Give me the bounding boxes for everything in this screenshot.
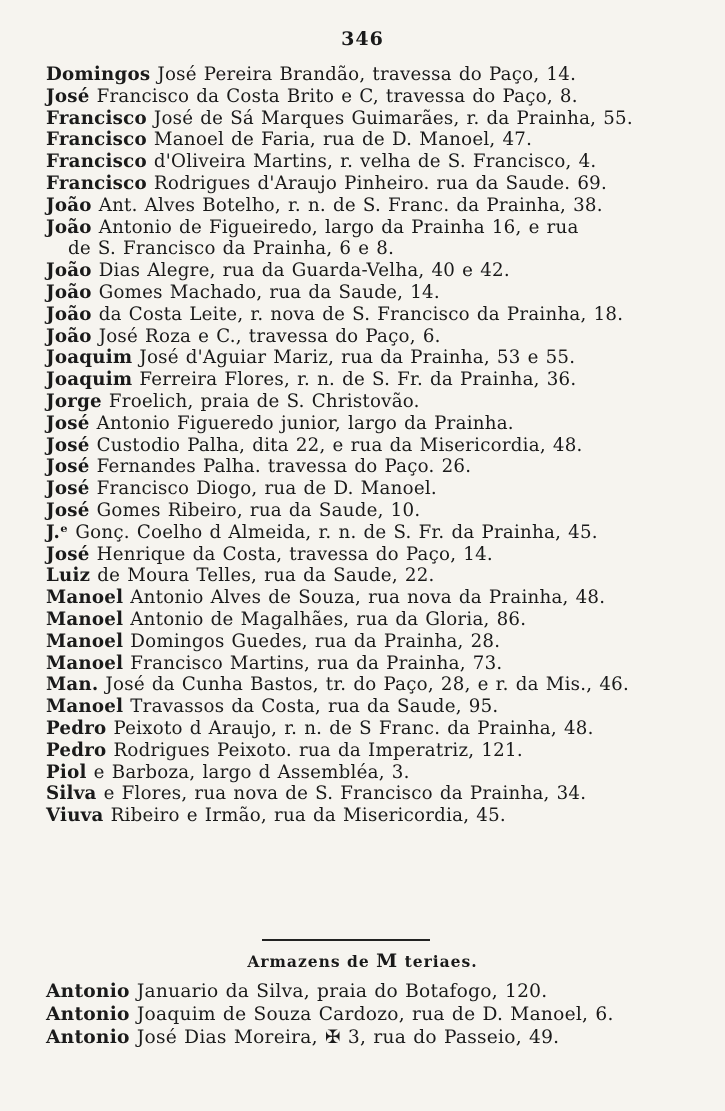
entry-text: Francisco Diogo, rua de D. Manoel. bbox=[89, 478, 437, 500]
entry-first-word: Antonio bbox=[46, 1004, 130, 1025]
entry-text: Antonio de Figueiredo, largo da Prainha 16, e rua bbox=[91, 216, 579, 238]
entry-first-word: José bbox=[46, 412, 90, 434]
entry-text: Antonio Figueredo junior, largo da Prainha. bbox=[89, 412, 514, 434]
entry-text: Henrique da Costa, travessa do Paço, 14. bbox=[89, 543, 493, 565]
entry-first-word: João bbox=[46, 260, 92, 282]
entry-text: José da Cunha Bastos, tr. do Paço, 28, e r. da Mis., 46. bbox=[98, 674, 629, 696]
entry-text: Gomes Machado, rua da Saude, 14. bbox=[91, 281, 440, 303]
entry-first-word: Joaquim bbox=[46, 347, 133, 369]
entry-first-word: Manoel bbox=[46, 587, 124, 609]
entry-first-word: Antonio bbox=[46, 1027, 130, 1048]
entry-text: d'Oliveira Martins, r. velha de S. Francisco, 4. bbox=[146, 151, 597, 173]
section-list bbox=[46, 980, 706, 1049]
entry-text: Ant. Alves Botelho, r. n. de S. Franc. da Prainha, 38. bbox=[91, 194, 603, 216]
entry-text: Francisco Martins, rua da Prainha, 73. bbox=[123, 652, 503, 674]
entry-text: de Moura Telles, rua da Saude, 22. bbox=[90, 565, 435, 587]
entry-text: Manoel de Faria, rua de D. Manoel, 47. bbox=[146, 129, 533, 151]
entry-first-word: Viuva bbox=[46, 805, 104, 827]
entry-text: e Flores, rua nova de S. Francisco da Prainha, 34. bbox=[96, 783, 587, 805]
directory-entry bbox=[46, 238, 706, 260]
directory-entry bbox=[46, 369, 706, 391]
entry-text: José d'Aguiar Mariz, rua da Prainha, 53 e 55. bbox=[132, 347, 576, 369]
directory-entry bbox=[46, 653, 706, 675]
entry-first-word: José bbox=[46, 85, 90, 107]
section-heading-initial: M bbox=[376, 950, 399, 972]
entry-text: Francisco da Costa Brito e C, travessa do Paço, 8. bbox=[89, 85, 578, 107]
directory-entry bbox=[46, 456, 706, 478]
entry-first-word: Francisco bbox=[46, 172, 147, 194]
entry-first-word: Piol bbox=[46, 761, 87, 783]
section-divider bbox=[262, 939, 430, 941]
entry-text: e Barboza, largo d Assembléa, 3. bbox=[86, 761, 410, 783]
entry-first-word: Manoel bbox=[46, 696, 124, 718]
directory-entry bbox=[46, 86, 706, 108]
directory-entry bbox=[46, 391, 706, 413]
entry-text: Joaquim de Souza Cardozo, rua de D. Manoel, 6. bbox=[129, 1004, 614, 1025]
directory-entry bbox=[46, 762, 706, 784]
entry-text: Rodrigues Peixoto. rua da Imperatriz, 121. bbox=[106, 739, 523, 761]
section-heading-pre: Armazens de bbox=[247, 952, 377, 971]
entry-text: de S. Francisco da Prainha, 6 e 8. bbox=[68, 238, 395, 260]
entry-first-word: J.ᵉ bbox=[46, 521, 69, 543]
entry-first-word: Man. bbox=[46, 674, 99, 696]
entry-text: Antonio Alves de Souza, rua nova da Prainha, 48. bbox=[123, 587, 606, 609]
directory-entry bbox=[46, 1026, 706, 1049]
directory-entry bbox=[46, 783, 706, 805]
entry-text: Gonç. Coelho d Almeida, r. n. de S. Fr. da Prainha, 45. bbox=[68, 521, 598, 543]
entry-text: Antonio de Magalhães, rua da Gloria, 86. bbox=[123, 608, 527, 630]
directory-entry bbox=[46, 740, 706, 762]
entry-text: José Dias Moreira, ✠ 3, rua do Passeio, 49. bbox=[129, 1027, 560, 1048]
entry-first-word: Manoel bbox=[46, 608, 124, 630]
directory-entry bbox=[46, 805, 706, 827]
entry-first-word: Silva bbox=[46, 783, 97, 805]
entry-text: José de Sá Marques Guimarães, r. da Prainha, 55. bbox=[146, 107, 633, 129]
entry-first-word: João bbox=[46, 194, 92, 216]
entry-first-word: Domingos bbox=[46, 64, 151, 85]
entry-text: Travassos da Costa, rua da Saude, 95. bbox=[123, 696, 499, 718]
directory-entry bbox=[46, 413, 706, 435]
entry-first-word: João bbox=[46, 325, 92, 347]
directory-entry bbox=[46, 108, 706, 130]
entry-text: Gomes Ribeiro, rua da Saude, 10. bbox=[89, 499, 421, 521]
directory-entry bbox=[46, 980, 706, 1003]
entry-first-word: José bbox=[46, 478, 90, 500]
entry-first-word: José bbox=[46, 434, 90, 456]
directory-entry bbox=[46, 631, 706, 653]
entry-first-word: Manoel bbox=[46, 630, 124, 652]
directory-entry bbox=[46, 64, 706, 86]
page-number: 346 bbox=[341, 28, 384, 50]
entry-first-word: Jorge bbox=[46, 390, 102, 412]
directory-entry bbox=[46, 1003, 706, 1026]
entry-text: José Pereira Brandão, travessa do Paço, 14. bbox=[150, 64, 577, 85]
entry-text: Peixoto d Araujo, r. n. de S Franc. da Prainha, 48. bbox=[106, 717, 594, 739]
directory-entry bbox=[46, 522, 706, 544]
entry-first-word: João bbox=[46, 303, 92, 325]
entry-first-word: Pedro bbox=[46, 739, 107, 761]
directory-list bbox=[46, 64, 706, 827]
directory-entry bbox=[46, 304, 706, 326]
entry-text: Fernandes Palha. travessa do Paço. 26. bbox=[89, 456, 472, 478]
entry-first-word: Francisco bbox=[46, 129, 147, 151]
entry-first-word: Antonio bbox=[46, 981, 130, 1002]
entry-first-word: Manoel bbox=[46, 652, 124, 674]
directory-entry bbox=[46, 544, 706, 566]
directory-entry bbox=[46, 347, 706, 369]
entry-first-word: Francisco bbox=[46, 107, 147, 129]
entry-text: Dias Alegre, rua da Guarda-Velha, 40 e 42. bbox=[91, 260, 510, 282]
entry-first-word: Joaquim bbox=[46, 369, 133, 391]
entry-text: Ferreira Flores, r. n. de S. Fr. da Prainha, 36. bbox=[132, 369, 577, 391]
directory-entry bbox=[46, 326, 706, 348]
entry-text: Januario da Silva, praia do Botafogo, 120. bbox=[129, 981, 548, 1002]
entry-text: Domingos Guedes, rua da Prainha, 28. bbox=[123, 630, 501, 652]
directory-entry bbox=[46, 435, 706, 457]
entry-first-word: João bbox=[46, 216, 92, 238]
directory-entry bbox=[46, 587, 706, 609]
entry-first-word: Pedro bbox=[46, 717, 107, 739]
entry-text: Rodrigues d'Araujo Pinheiro. rua da Saude. 69. bbox=[146, 172, 607, 194]
section-heading bbox=[0, 950, 725, 972]
directory-entry bbox=[46, 151, 706, 173]
entry-first-word: João bbox=[46, 281, 92, 303]
entry-first-word: Luiz bbox=[46, 565, 91, 587]
directory-entry bbox=[46, 260, 706, 282]
entry-text: Custodio Palha, dita 22, e rua da Misericordia, 48. bbox=[89, 434, 583, 456]
entry-text: da Costa Leite, r. nova de S. Francisco da Prainha, 18. bbox=[91, 303, 624, 325]
directory-entry bbox=[46, 129, 706, 151]
directory-entry bbox=[46, 195, 706, 217]
entry-first-word: José bbox=[46, 543, 90, 565]
directory-entry bbox=[46, 609, 706, 631]
entry-first-word: José bbox=[46, 499, 90, 521]
entry-text: Ribeiro e Irmão, rua da Misericordia, 45. bbox=[103, 805, 506, 827]
entry-text: Froelich, praia de S. Christovão. bbox=[101, 390, 420, 412]
directory-entry bbox=[46, 718, 706, 740]
directory-entry bbox=[46, 500, 706, 522]
section-heading-post: teriaes. bbox=[398, 952, 478, 971]
entry-text: José Roza e C., travessa do Paço, 6. bbox=[91, 325, 441, 347]
directory-entry bbox=[46, 674, 706, 696]
directory-entry bbox=[46, 565, 706, 587]
entry-first-word: Francisco bbox=[46, 151, 147, 173]
directory-entry bbox=[46, 282, 706, 304]
directory-entry bbox=[46, 217, 706, 239]
entry-first-word: José bbox=[46, 456, 90, 478]
directory-entry bbox=[46, 173, 706, 195]
directory-entry bbox=[46, 696, 706, 718]
directory-entry bbox=[46, 478, 706, 500]
